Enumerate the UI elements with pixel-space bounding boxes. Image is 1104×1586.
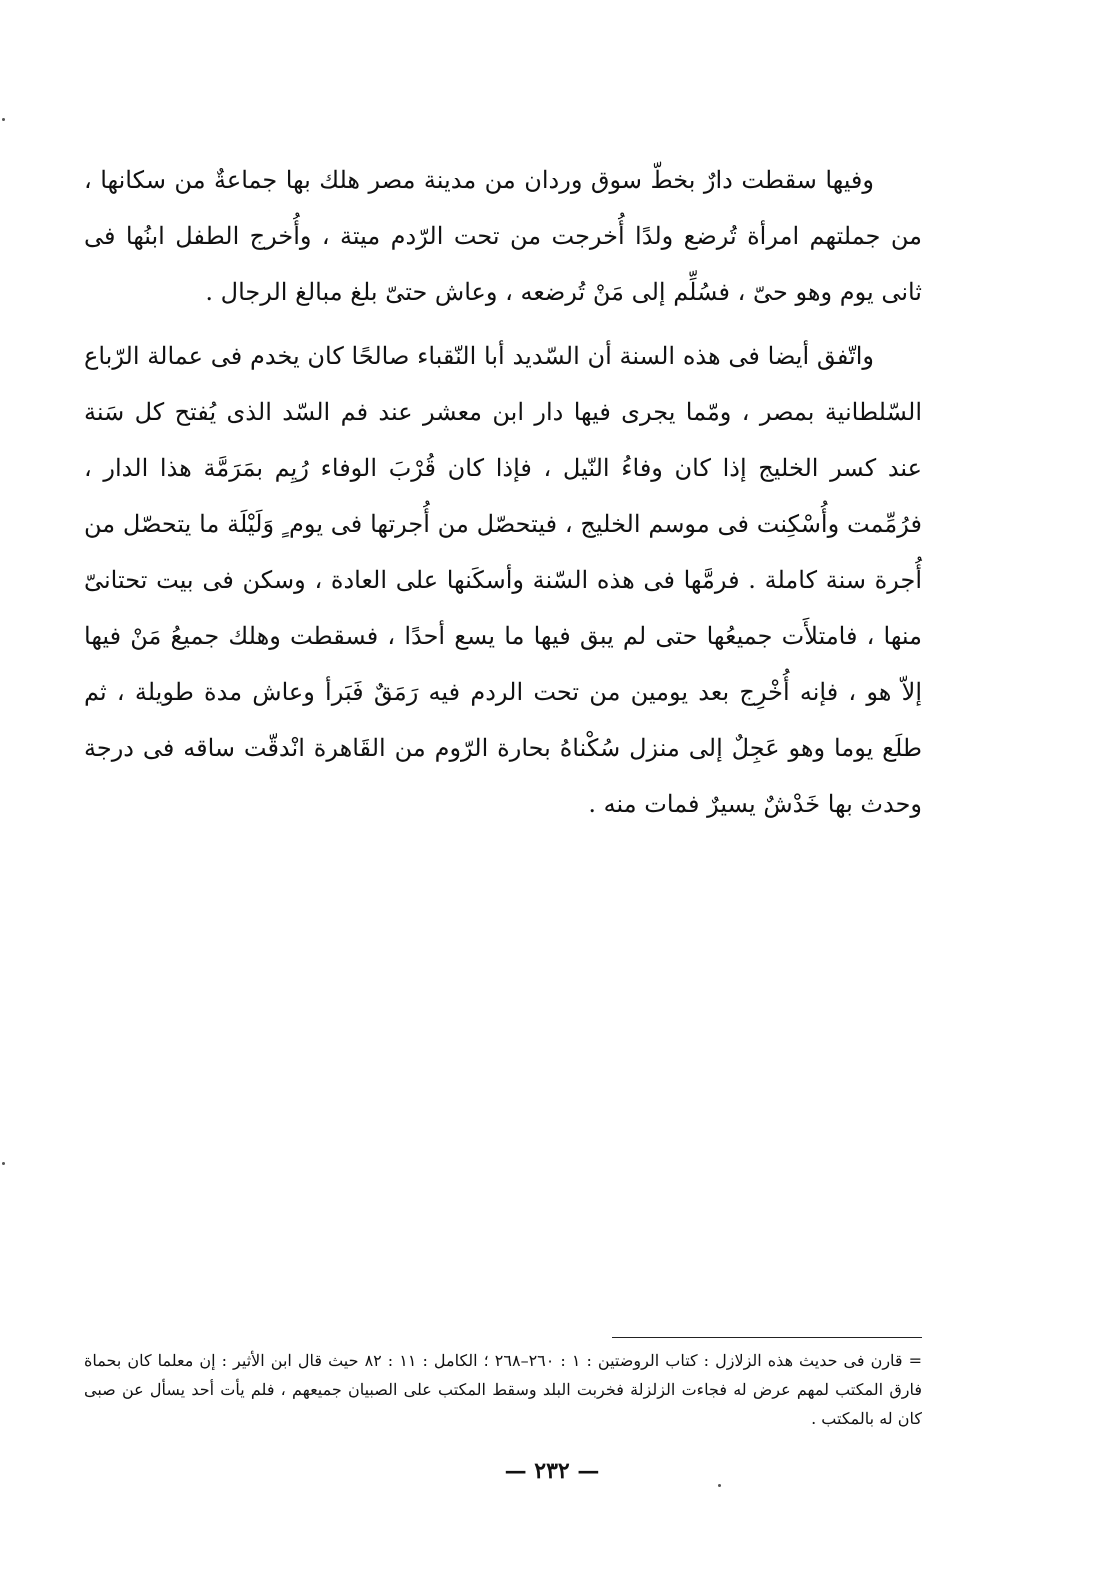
- scan-speck: [2, 1162, 5, 1165]
- scan-speck: [718, 1484, 721, 1487]
- footnote-separator: [612, 1337, 922, 1338]
- main-text: [84, 152, 922, 832]
- paragraph-2: واتّفق أيضا فى هذه السنة أن السّديد أبا النّقباء صالحًا كان يخدم فى عمالة الرّباع السّلطانية بمصر ، ومّما يجرى فيها دار ابن معشر عند فم السّد الذى يُفتح كل سَنة عند كسر الخليج إذا كان وفاءُ النّيل ، فإذا كان قُرْبَ الوفاء رُيِم بمَرَمَّة هذا الدار ، فرُمِّمت وأُسْكِنت فى موسم الخليج ، فيتحصّل من أُجرتها فى يوم ٍ وَلَيْلَة ما يتحصّل من أُجرة سنة كاملة . فرمَّها فى هذه السّنة وأسكَنها على العادة ، وسكن فى بيت تحتانىّ منها ، فامتلأَت جميعُها حتى لم يبق فيها ما يسع أحدًا ، فسقطت وهلك جميعُ مَنْ فيها إلاّ هو ، فإنه أُخْرِج بعد يومين من تحت الردم فيه رَمَقٌ فَبَرأ وعاش مدة طويلة ، ثم طلَع يوما وهو عَجِلٌ إلى منزل سُكْناهُ بحارة الرّوم من القَاهرة انْدقّت ساقه فى درجة وحدث بها خَدْشٌ يسيرٌ فمات منه .: [84, 342, 922, 818]
- paragraph-1: وفيها سقطت دارٌ بخطّ سوق وردان من مدينة مصر هلك بها جماعةٌ من سكانها ، من جملتهم امرأة تُرضع ولدًا أُخرجت من تحت الرّدم ميتة ، وأُخرج الطفل ابنُها فى ثانى يوم وهو حىّ ، فسُلِّم إلى مَنْ تُرضعه ، وعاش حتىّ بلغ مبالغ الرجال .: [84, 166, 922, 306]
- footnote: [84, 1346, 922, 1433]
- page-number: — ٢٣٢ —: [504, 1458, 600, 1484]
- scan-speck: [2, 118, 5, 121]
- footnote-text: = قارن فى حديث هذه الزلازل : كتاب الروضتين : ١ : ٢٦٠–٢٦٨ ؛ الكامل : ١١ : ٨٢ حيث قال ابن الأثير : إن معلما كان بحماة فارق المكتب لمهم عرض له فجاءت الزلزلة فخربت البلد وسقط المكتب على الصبيان جميعهم ، فلم يأت أحد يسأل عن صبى كان له بالمكتب .: [84, 1351, 923, 1428]
